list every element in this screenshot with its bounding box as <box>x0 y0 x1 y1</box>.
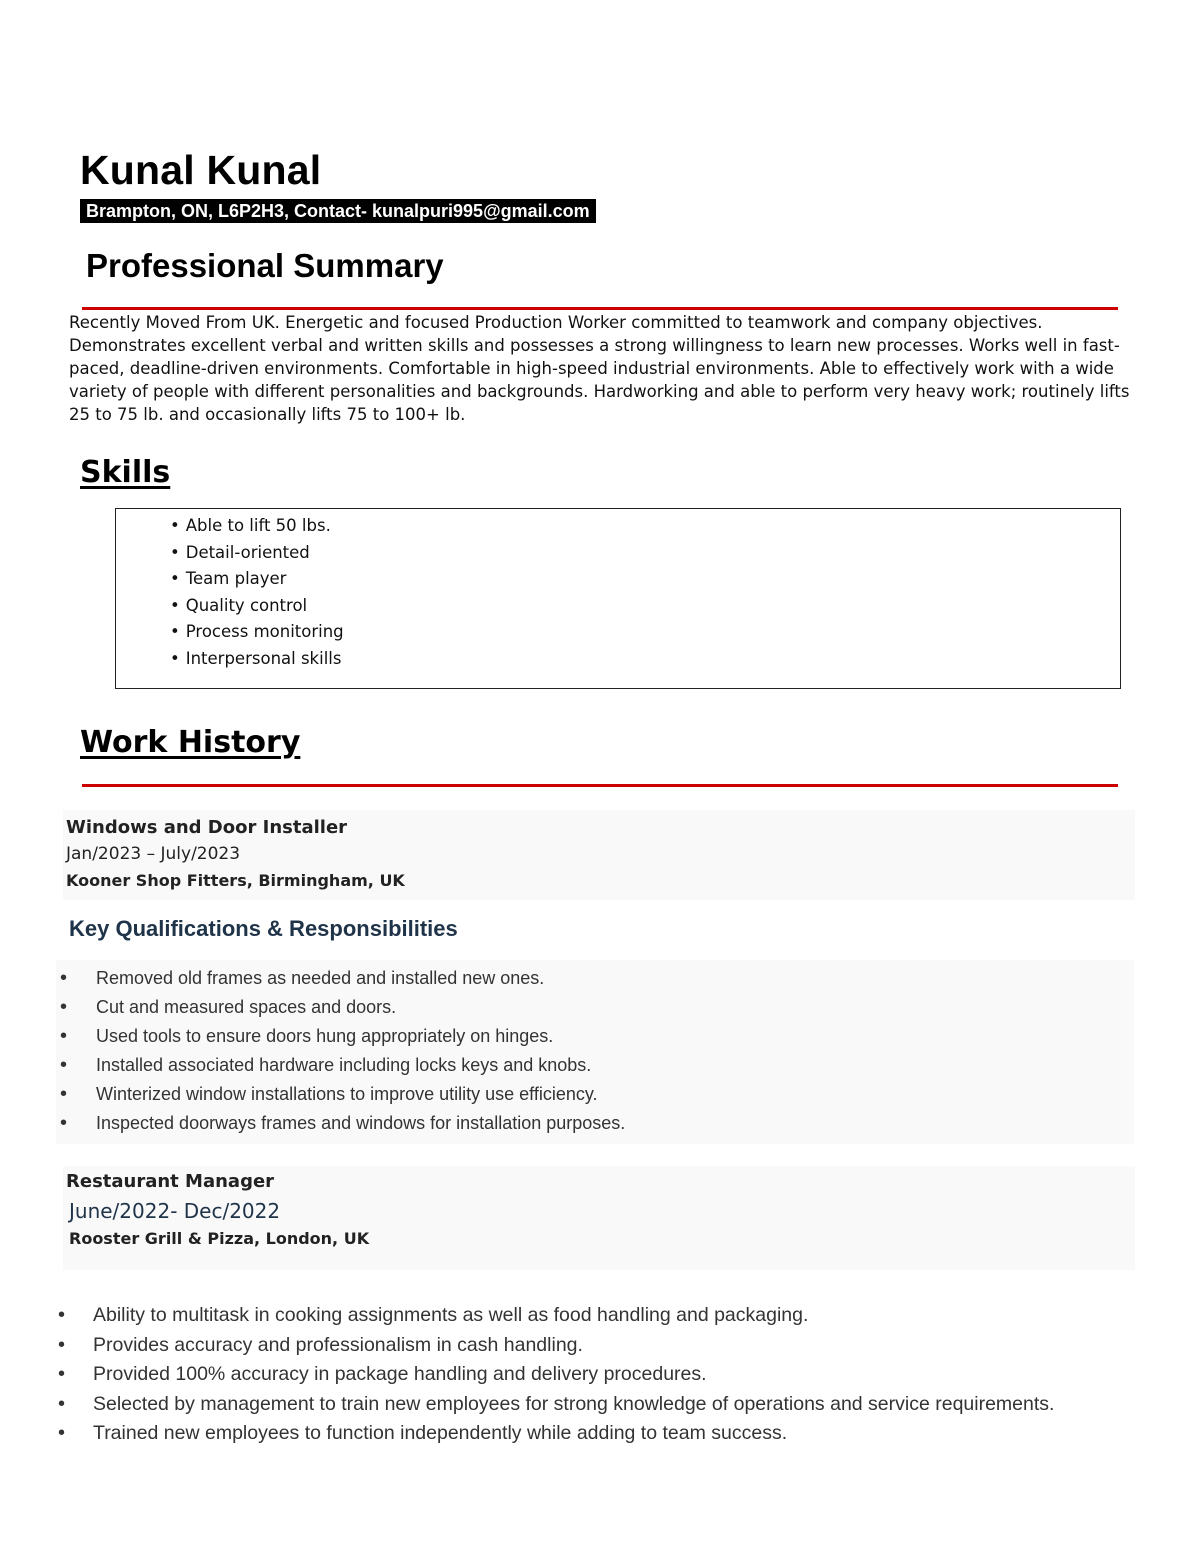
job-company: Kooner Shop Fitters, Birmingham, UK <box>66 871 405 890</box>
skill-item: • Detail-oriented <box>170 540 1120 567</box>
skills-list <box>116 509 1120 672</box>
work-history-heading: Work History <box>80 725 301 760</box>
skill-item: • Team player <box>170 566 1120 593</box>
job-company: Rooster Grill & Pizza, London, UK <box>69 1229 370 1248</box>
job-title: Restaurant Manager <box>66 1171 275 1192</box>
job-dates: Jan/2023 – July/2023 <box>66 844 241 864</box>
list-item: • Inspected doorways frames and windows for installation purposes. <box>0 1109 625 1138</box>
contact-bar: Brampton, ON, L6P2H3, Contact- kunalpuri995@gmail.com <box>80 199 596 223</box>
skill-item: • Quality control <box>170 593 1120 620</box>
work-history-divider <box>82 784 1118 787</box>
skills-box <box>115 508 1121 689</box>
list-item: • Winterized window installations to improve utility use efficiency. <box>0 1080 625 1109</box>
job-responsibilities-list <box>0 964 625 1138</box>
list-item: • Used tools to ensure doors hung appropriately on hinges. <box>0 1022 625 1051</box>
skill-item: • Process monitoring <box>170 619 1120 646</box>
skill-item: • Interpersonal skills <box>170 646 1120 673</box>
responsibilities-heading: Key Qualifications & Responsibilities <box>69 916 458 941</box>
list-item: • Trained new employees to function independently while adding to team success. <box>0 1419 1054 1449</box>
summary-divider <box>82 307 1118 310</box>
list-item: • Ability to multitask in cooking assignments as well as food handling and packaging. <box>0 1301 1054 1331</box>
summary-text: Recently Moved From UK. Energetic and focused Production Worker committed to teamwork and company objectives. Demonstrates excellent verbal and written skills and possesses a strong willingness to learn new processes. Works well in fast-paced, deadline-driven environments. Comfortable in high-speed industrial environments. Able to effectively work with a wide variety of people with different personalities and backgrounds. Hardworking and able to perform very heavy work; routinely lifts 25 to 75 lb. and occasionally lifts 75 to 100+ lb. <box>69 313 1130 424</box>
job-dates: June/2022- Dec/2022 <box>69 1199 281 1223</box>
job-title: Windows and Door Installer <box>66 817 348 838</box>
list-item: • Provided 100% accuracy in package handling and delivery procedures. <box>0 1360 1054 1390</box>
list-item: • Installed associated hardware including locks keys and knobs. <box>0 1051 625 1080</box>
skills-heading: Skills <box>80 455 171 490</box>
list-item: • Cut and measured spaces and doors. <box>0 993 625 1022</box>
skill-item: • Able to lift 50 lbs. <box>170 513 1120 540</box>
list-item: • Provides accuracy and professionalism in cash handling. <box>0 1331 1054 1361</box>
list-item: • Selected by management to train new employees for strong knowledge of operations and service requirements. <box>0 1390 1054 1420</box>
candidate-name: Kunal Kunal <box>80 147 322 193</box>
job-responsibilities-list <box>0 1301 1054 1449</box>
list-item: • Removed old frames as needed and installed new ones. <box>0 964 625 993</box>
summary-heading: Professional Summary <box>86 247 444 284</box>
